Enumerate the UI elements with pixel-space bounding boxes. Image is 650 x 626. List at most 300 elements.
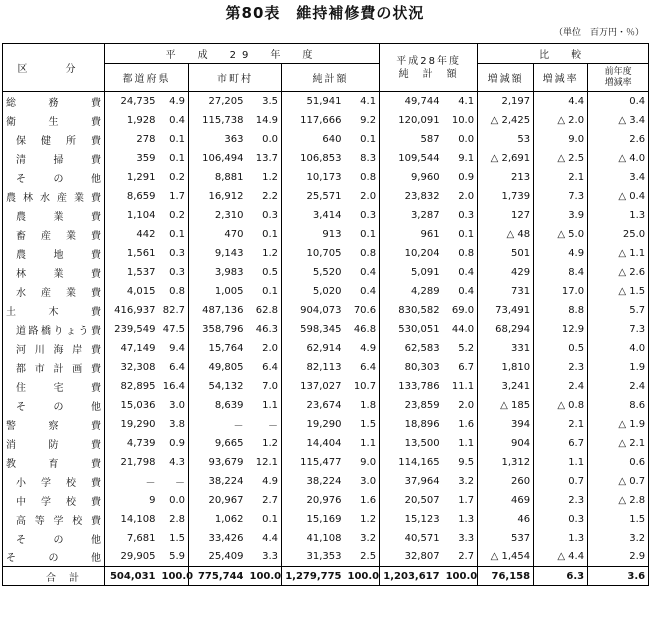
cell-value: △ 2,691 xyxy=(478,149,534,168)
cell-value: 913 xyxy=(282,225,345,244)
cell-value: 1,291 xyxy=(105,168,159,187)
cell-value: 1.9 xyxy=(588,358,649,377)
row-category xyxy=(3,434,105,453)
cell-value: 25,409 xyxy=(189,548,247,567)
row-category-label: 農 業 費 xyxy=(16,211,101,223)
cell-value: 0.1 xyxy=(247,282,282,301)
cell-value: 469 xyxy=(478,491,534,510)
row-category xyxy=(3,472,105,491)
table-row xyxy=(3,149,649,168)
cell-value: 29,905 xyxy=(105,548,159,567)
header-prefecture: 都道府県 xyxy=(105,64,189,92)
row-category xyxy=(3,111,105,130)
cell-value: 0.4 xyxy=(345,263,380,282)
table-row xyxy=(3,187,649,206)
cell-value: 15,123 xyxy=(380,510,443,529)
cell-value: 13.7 xyxy=(247,149,282,168)
cell-value: 1,561 xyxy=(105,244,159,263)
cell-value: 2.4 xyxy=(534,377,588,396)
cell-value: 1.6 xyxy=(345,491,380,510)
row-category-label: 住 宅 費 xyxy=(16,382,101,394)
cell-value: 1.8 xyxy=(345,396,380,415)
table-row xyxy=(3,130,649,149)
cell-value: 82,895 xyxy=(105,377,159,396)
table-row xyxy=(3,358,649,377)
cell-value: 2,197 xyxy=(478,92,534,111)
row-category-label: 土 木 費 xyxy=(6,306,101,318)
cell-value: 23,674 xyxy=(282,396,345,415)
cell-value: 731 xyxy=(478,282,534,301)
cell-value: 18,896 xyxy=(380,415,443,434)
cell-value: 2.9 xyxy=(588,548,649,567)
cell-value: 9,960 xyxy=(380,168,443,187)
cell-value: 115,477 xyxy=(282,453,345,472)
cell-value: 5,091 xyxy=(380,263,443,282)
cell-value: 2.0 xyxy=(345,187,380,206)
cell-value: 4.1 xyxy=(345,92,380,111)
cell-value: △ 3.4 xyxy=(588,111,649,130)
cell-value: 32,308 xyxy=(105,358,159,377)
row-category xyxy=(3,529,105,548)
header-diff: 増減額 xyxy=(478,64,534,92)
cell-value: 530,051 xyxy=(380,320,443,339)
cell-value: 7.0 xyxy=(247,377,282,396)
cell-value: 1,005 xyxy=(189,282,247,301)
cell-value: 442 xyxy=(105,225,159,244)
cell-value: 4.4 xyxy=(534,92,588,111)
cell-value: 6.7 xyxy=(534,434,588,453)
cell-value: 904,073 xyxy=(282,301,345,320)
cell-value: 2.8 xyxy=(159,510,189,529)
cell-value: 2.2 xyxy=(247,187,282,206)
cell-value: 5.9 xyxy=(159,548,189,567)
row-category-label: 道 路 橋 り ょ う 費 xyxy=(16,325,101,337)
cell-value: 100.0 xyxy=(443,567,478,586)
cell-value: 17.0 xyxy=(534,282,588,301)
table-row xyxy=(3,282,649,301)
cell-value: 2.1 xyxy=(534,168,588,187)
cell-value: 5,020 xyxy=(282,282,345,301)
table-title: 第80表 維持補修費の状況 xyxy=(225,4,425,22)
table-row xyxy=(3,415,649,434)
cell-value: 1.6 xyxy=(443,415,478,434)
cell-value: △ 1,454 xyxy=(478,548,534,567)
cell-value: 4,015 xyxy=(105,282,159,301)
cell-value: 1.2 xyxy=(247,434,282,453)
cell-value: 3.0 xyxy=(159,396,189,415)
row-category-label: 総 務 費 xyxy=(6,97,101,109)
total-row xyxy=(3,567,649,586)
cell-value: 106,853 xyxy=(282,149,345,168)
header-prev-rate-line1: 前年度 xyxy=(604,66,632,77)
cell-value: 100.0 xyxy=(159,567,189,586)
cell-value: 1.5 xyxy=(345,415,380,434)
cell-value: 2,310 xyxy=(189,206,247,225)
cell-value: △ 2.0 xyxy=(534,111,588,130)
table-row xyxy=(3,92,649,111)
cell-value: △ 5.0 xyxy=(534,225,588,244)
cell-value: △ 0.4 xyxy=(588,187,649,206)
cell-value: 416,937 xyxy=(105,301,159,320)
cell-value: 80,303 xyxy=(380,358,443,377)
cell-value: 1,739 xyxy=(478,187,534,206)
cell-value: 4.9 xyxy=(159,92,189,111)
cell-value: 0.8 xyxy=(345,168,380,187)
row-category xyxy=(3,168,105,187)
row-category xyxy=(3,510,105,529)
cell-value: 2.1 xyxy=(534,415,588,434)
cell-value: 1.2 xyxy=(247,244,282,263)
cell-value: 0.3 xyxy=(534,510,588,529)
cell-value: 3.0 xyxy=(345,472,380,491)
cell-value: 0.8 xyxy=(443,244,478,263)
cell-value: 830,582 xyxy=(380,301,443,320)
cell-value: 32,807 xyxy=(380,548,443,567)
cell-value: 2.0 xyxy=(443,187,478,206)
cell-value: 4.9 xyxy=(247,472,282,491)
table-row xyxy=(3,339,649,358)
row-category xyxy=(3,548,105,567)
row-category-label: 水 産 業 費 xyxy=(16,287,101,299)
cell-value: 5,520 xyxy=(282,263,345,282)
cell-value: 0.4 xyxy=(443,263,478,282)
table-row xyxy=(3,263,649,282)
cell-value: 6.4 xyxy=(159,358,189,377)
cell-value: △ 2.1 xyxy=(588,434,649,453)
cell-value: 76,158 xyxy=(478,567,534,586)
cell-value: 44.0 xyxy=(443,320,478,339)
table-row xyxy=(3,301,649,320)
cell-value: 2.3 xyxy=(534,491,588,510)
cell-value: 3,241 xyxy=(478,377,534,396)
cell-value: 100.0 xyxy=(247,567,282,586)
cell-value: 2.7 xyxy=(443,548,478,567)
cell-value: 0.1 xyxy=(247,510,282,529)
cell-value: 1,203,617 xyxy=(380,567,443,586)
row-category-label: 衛 生 費 xyxy=(6,116,101,128)
cell-value: 24,735 xyxy=(105,92,159,111)
row-category xyxy=(3,339,105,358)
cell-value: 9.5 xyxy=(443,453,478,472)
cell-value: 0.1 xyxy=(247,225,282,244)
cell-value: 0.1 xyxy=(345,130,380,149)
table-row xyxy=(3,111,649,130)
cell-value: 7.3 xyxy=(534,187,588,206)
cell-value: 12.9 xyxy=(534,320,588,339)
cell-value: 904 xyxy=(478,434,534,453)
cell-value: 3.5 xyxy=(247,92,282,111)
cell-value: 2.6 xyxy=(588,130,649,149)
cell-value: 3,287 xyxy=(380,206,443,225)
header-fy28-line2: 純 計 額 xyxy=(398,68,459,80)
cell-value: 7,681 xyxy=(105,529,159,548)
cell-value: 598,345 xyxy=(282,320,345,339)
cell-value: 0.4 xyxy=(443,282,478,301)
cell-value: 47,149 xyxy=(105,339,159,358)
row-category xyxy=(3,396,105,415)
table-row xyxy=(3,529,649,548)
cell-value: 13,500 xyxy=(380,434,443,453)
cell-value: 127 xyxy=(478,206,534,225)
cell-value: 537 xyxy=(478,529,534,548)
table-row xyxy=(3,168,649,187)
cell-value: 106,494 xyxy=(189,149,247,168)
cell-value: 0.2 xyxy=(159,206,189,225)
cell-value: 23,859 xyxy=(380,396,443,415)
cell-value: 3.2 xyxy=(588,529,649,548)
cell-value: 38,224 xyxy=(282,472,345,491)
row-category-label: 林 業 費 xyxy=(16,268,101,280)
cell-value: － xyxy=(247,415,282,434)
table-row xyxy=(3,434,649,453)
cell-value: △ 48 xyxy=(478,225,534,244)
cell-value: 0.0 xyxy=(159,491,189,510)
cell-value: 68,294 xyxy=(478,320,534,339)
cell-value: 4.9 xyxy=(534,244,588,263)
cell-value: 487,136 xyxy=(189,301,247,320)
table-body xyxy=(3,92,649,586)
cell-value: 0.3 xyxy=(159,244,189,263)
cell-value: △ 4.4 xyxy=(534,548,588,567)
row-category xyxy=(3,206,105,225)
cell-value: △ 0.8 xyxy=(534,396,588,415)
row-category xyxy=(3,453,105,472)
cell-value: 0.1 xyxy=(159,130,189,149)
row-category-label: 警 察 費 xyxy=(6,420,101,432)
cell-value: 0.2 xyxy=(159,168,189,187)
cell-value: 1.5 xyxy=(588,510,649,529)
cell-value: 1.7 xyxy=(159,187,189,206)
cell-value: 82,113 xyxy=(282,358,345,377)
header-fy28 xyxy=(380,44,478,92)
row-category-label: 小 学 校 費 xyxy=(16,477,101,489)
cell-value: 9.1 xyxy=(443,149,478,168)
cell-value: △ 2.5 xyxy=(534,149,588,168)
cell-value: 3.8 xyxy=(159,415,189,434)
cell-value: 73,491 xyxy=(478,301,534,320)
cell-value: 33,426 xyxy=(189,529,247,548)
cell-value: 1.2 xyxy=(247,168,282,187)
unit-note: （単位 百万円・％） xyxy=(553,28,644,38)
cell-value: 0.6 xyxy=(588,453,649,472)
cell-value: 8.3 xyxy=(345,149,380,168)
cell-value: 1.3 xyxy=(534,529,588,548)
cell-value: 359 xyxy=(105,149,159,168)
cell-value: 0.3 xyxy=(159,263,189,282)
cell-value: 3.2 xyxy=(443,472,478,491)
cell-value: 14.9 xyxy=(247,111,282,130)
cell-value: 1,312 xyxy=(478,453,534,472)
cell-value: 16.4 xyxy=(159,377,189,396)
header-prev-rate-line2: 増減率 xyxy=(604,77,632,88)
cell-value: △ 185 xyxy=(478,396,534,415)
cell-value: 358,796 xyxy=(189,320,247,339)
cell-value: 10,705 xyxy=(282,244,345,263)
cell-value: 20,507 xyxy=(380,491,443,510)
row-category-label: 高 等 学 校 費 xyxy=(16,515,101,527)
cell-value: 1.3 xyxy=(588,206,649,225)
row-category xyxy=(3,244,105,263)
cell-value: 470 xyxy=(189,225,247,244)
cell-value: 9,665 xyxy=(189,434,247,453)
cell-value: 9,143 xyxy=(189,244,247,263)
cell-value: 9.0 xyxy=(345,453,380,472)
cell-value: 1.1 xyxy=(345,434,380,453)
cell-value: 8,881 xyxy=(189,168,247,187)
cell-value: 2.5 xyxy=(345,548,380,567)
row-category-label: 教 育 費 xyxy=(6,458,101,470)
cell-value: 114,165 xyxy=(380,453,443,472)
cell-value: 100.0 xyxy=(345,567,380,586)
cell-value: 3.9 xyxy=(534,206,588,225)
cell-value: 16,912 xyxy=(189,187,247,206)
cell-value: 6.4 xyxy=(345,358,380,377)
cell-value: 961 xyxy=(380,225,443,244)
cell-value: 51,941 xyxy=(282,92,345,111)
cell-value: 0.1 xyxy=(159,225,189,244)
row-category-label: 農 林 水 産 業 費 xyxy=(6,192,101,204)
row-category-label: 合 計 xyxy=(46,572,79,584)
table-row xyxy=(3,320,649,339)
header-rate: 増減率 xyxy=(534,64,588,92)
cell-value: △ 4.0 xyxy=(588,149,649,168)
cell-value: 54,132 xyxy=(189,377,247,396)
row-category-label: 河 川 海 岸 費 xyxy=(16,344,101,356)
row-category xyxy=(3,130,105,149)
header-municipality: 市町村 xyxy=(189,64,282,92)
cell-value: 0.9 xyxy=(443,168,478,187)
cell-value: 15,169 xyxy=(282,510,345,529)
cell-value: 1,810 xyxy=(478,358,534,377)
cell-value: 31,353 xyxy=(282,548,345,567)
cell-value: 0.3 xyxy=(345,206,380,225)
cell-value: 49,805 xyxy=(189,358,247,377)
cell-value: 10,173 xyxy=(282,168,345,187)
cell-value: 15,036 xyxy=(105,396,159,415)
row-category xyxy=(3,92,105,111)
cell-value: 117,666 xyxy=(282,111,345,130)
header-net-total: 純計額 xyxy=(282,64,380,92)
header-fy28-line1: 平成28年度 xyxy=(396,55,461,67)
row-category-label: 都 市 計 画 費 xyxy=(16,363,101,375)
header-prev-rate xyxy=(588,64,649,92)
row-category-label: 畜 産 業 費 xyxy=(16,230,101,242)
cell-value: 1.7 xyxy=(443,491,478,510)
row-category-label: 中 学 校 費 xyxy=(16,496,101,508)
cell-value: 4.9 xyxy=(345,339,380,358)
table-row xyxy=(3,472,649,491)
cell-value: 41,108 xyxy=(282,529,345,548)
maintenance-cost-table xyxy=(2,43,649,586)
row-category xyxy=(3,225,105,244)
cell-value: △ 2.6 xyxy=(588,263,649,282)
cell-value: 2.0 xyxy=(443,396,478,415)
table-row xyxy=(3,225,649,244)
cell-value: 133,786 xyxy=(380,377,443,396)
cell-value: 23,832 xyxy=(380,187,443,206)
cell-value: 0.4 xyxy=(159,111,189,130)
cell-value: 137,027 xyxy=(282,377,345,396)
table-row xyxy=(3,491,649,510)
cell-value: 213 xyxy=(478,168,534,187)
cell-value: 27,205 xyxy=(189,92,247,111)
cell-value: 2.7 xyxy=(247,491,282,510)
row-category xyxy=(3,282,105,301)
cell-value: 4.3 xyxy=(159,453,189,472)
table-header xyxy=(3,44,649,92)
cell-value: 3.6 xyxy=(588,567,649,586)
cell-value: 9.4 xyxy=(159,339,189,358)
cell-value: 3.4 xyxy=(588,168,649,187)
cell-value: 19,290 xyxy=(105,415,159,434)
cell-value: 0.1 xyxy=(345,225,380,244)
cell-value: 0.5 xyxy=(247,263,282,282)
cell-value: 12.1 xyxy=(247,453,282,472)
cell-value: 3.3 xyxy=(443,529,478,548)
row-category-label: そ の 他 xyxy=(16,173,101,185)
cell-value: 4,739 xyxy=(105,434,159,453)
cell-value: 0.4 xyxy=(588,92,649,111)
cell-value: 20,976 xyxy=(282,491,345,510)
cell-value: 8.4 xyxy=(534,263,588,282)
cell-value: 8,639 xyxy=(189,396,247,415)
cell-value: 429 xyxy=(478,263,534,282)
cell-value: 62.8 xyxy=(247,301,282,320)
cell-value: 3,983 xyxy=(189,263,247,282)
cell-value: 4.1 xyxy=(443,92,478,111)
cell-value: 21,798 xyxy=(105,453,159,472)
header-compare: 比 較 xyxy=(478,44,649,64)
row-category xyxy=(3,415,105,434)
row-category-label: 農 地 費 xyxy=(16,249,101,261)
table-row xyxy=(3,396,649,415)
cell-value: 8,659 xyxy=(105,187,159,206)
cell-value: 2.3 xyxy=(534,358,588,377)
cell-value: 8.8 xyxy=(534,301,588,320)
cell-value: 10.7 xyxy=(345,377,380,396)
cell-value: 6.3 xyxy=(534,567,588,586)
cell-value: 6.7 xyxy=(443,358,478,377)
cell-value: 62,914 xyxy=(282,339,345,358)
row-category xyxy=(3,149,105,168)
cell-value: 69.0 xyxy=(443,301,478,320)
cell-value: 9.2 xyxy=(345,111,380,130)
cell-value: 1,537 xyxy=(105,263,159,282)
cell-value: 14,108 xyxy=(105,510,159,529)
cell-value: △ 2.8 xyxy=(588,491,649,510)
cell-value: 82.7 xyxy=(159,301,189,320)
cell-value: 331 xyxy=(478,339,534,358)
cell-value: 0.8 xyxy=(345,244,380,263)
cell-value: 93,679 xyxy=(189,453,247,472)
cell-value: 62,583 xyxy=(380,339,443,358)
cell-value: 37,964 xyxy=(380,472,443,491)
cell-value: 0.1 xyxy=(443,225,478,244)
cell-value: △ 1.5 xyxy=(588,282,649,301)
cell-value: 2.4 xyxy=(588,377,649,396)
cell-value: 1,104 xyxy=(105,206,159,225)
cell-value: 115,738 xyxy=(189,111,247,130)
cell-value: 0.7 xyxy=(534,472,588,491)
row-category-label: そ の 他 xyxy=(16,534,101,546)
cell-value: 9.0 xyxy=(534,130,588,149)
cell-value: － xyxy=(159,472,189,491)
cell-value: 5.7 xyxy=(588,301,649,320)
cell-value: 1.1 xyxy=(247,396,282,415)
cell-value: 1.1 xyxy=(443,434,478,453)
table-row xyxy=(3,206,649,225)
cell-value: 2.0 xyxy=(247,339,282,358)
